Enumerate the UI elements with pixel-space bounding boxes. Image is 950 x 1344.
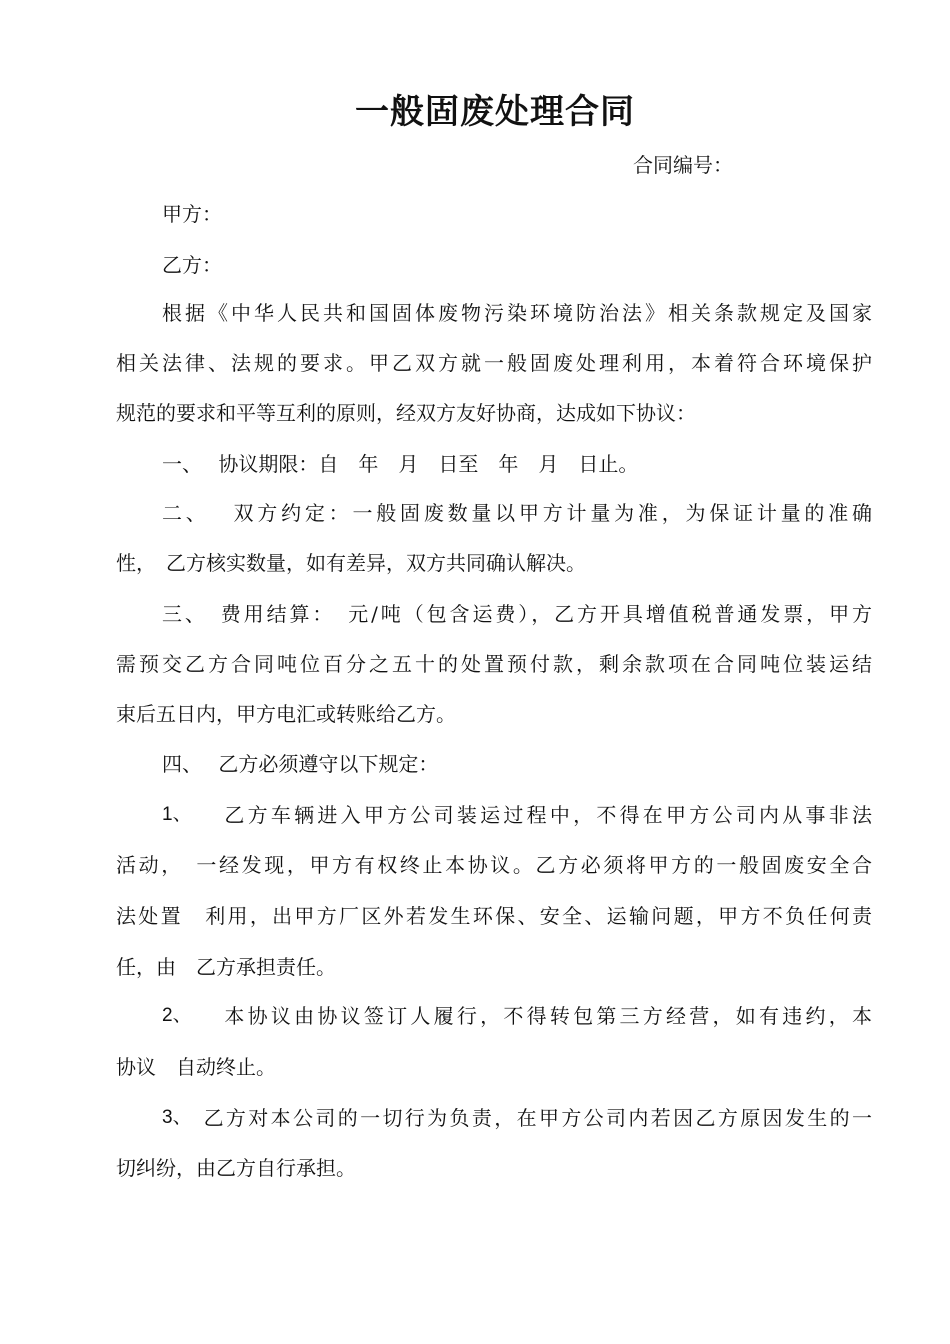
rule-number: 3、 [162,1107,192,1128]
rule-line: 任，由 乙方承担责任。 [116,955,336,979]
clause-agreement-line: 二、 双方约定：一般固废数量以甲方计量为准，为保证计量的准确 [162,501,872,525]
clause-agreement-line: 性， 乙方核实数量，如有差异，双方共同确认解决。 [116,551,586,575]
rule-3-first-line [162,1101,872,1135]
rule-1-first-line [162,798,872,832]
rule-text: 本协议由协议签订人履行，不得转包第三方经营，如有违约，本 [191,1004,872,1028]
clause-term: 一、 协议期限：自 年 月 日至 年 月 日止。 [162,452,639,476]
party-a-label: 甲方： [162,202,222,226]
rule-number: 1、 [162,804,192,825]
rule-text: 乙方对本公司的一切行为负责，在甲方公司内若因乙方原因发生的一 [203,1106,872,1130]
rule-line: 切纠纷，由乙方自行承担。 [116,1156,356,1180]
party-b-label: 乙方： [162,253,222,277]
document-title: 一般固废处理合同 [355,92,635,132]
preamble-line: 规范的要求和平等互利的原则，经双方友好协商，达成如下协议： [116,401,696,425]
preamble-line: 根据《中华人民共和国固体废物污染环境防治法》相关条款规定及国家 [162,301,872,325]
rule-2-first-line [162,999,872,1033]
clause-payment-line: 需预交乙方合同吨位百分之五十的处置预付款，剩余款项在合同吨位装运结 [116,652,872,676]
clause-payment-line: 束后五日内，甲方电汇或转账给乙方。 [116,702,456,726]
rule-number: 2、 [162,1005,192,1026]
rule-text: 乙方车辆进入甲方公司装运过程中，不得在甲方公司内从事非法 [191,803,872,827]
preamble-line: 相关法律、法规的要求。甲乙双方就一般固废处理利用，本着符合环境保护 [116,351,872,375]
clause-rules-heading: 四、 乙方必须遵守以下规定： [162,752,439,776]
rule-line: 法处置 利用，出甲方厂区外若发生环保、安全、运输问题，甲方不负任何责 [116,904,872,928]
rule-line: 活动， 一经发现，甲方有权终止本协议。乙方必须将甲方的一般固废安全合 [116,853,872,877]
contract-number-label: 合同编号： [633,153,733,177]
clause-payment-line: 三、 费用结算： 元/吨（包含运费），乙方开具增值税普通发票，甲方 [162,602,872,626]
rule-line: 协议 自动终止。 [116,1055,276,1079]
